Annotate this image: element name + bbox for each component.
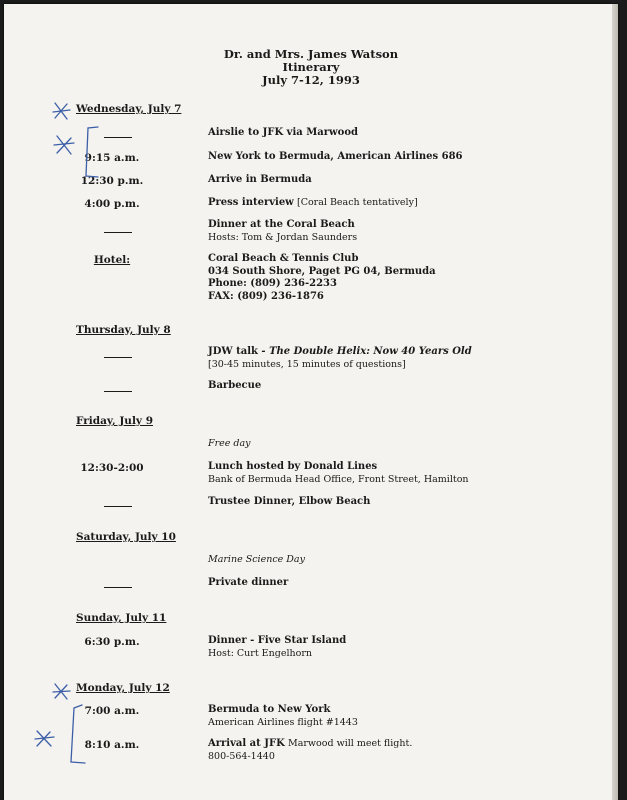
event-lunch-donald-lines: Lunch hosted by Donald Lines Bank of Bermuda Head Office, Front Street, Hamilton [208, 461, 469, 485]
event-airslie-to-jfk: Airslie to JFK via Marwood [208, 127, 358, 138]
day-heading-thursday: Thursday, July 8 [76, 324, 171, 336]
event-time: 12:30 p.m. [80, 175, 144, 187]
title-itinerary: Itinerary [282, 60, 340, 74]
asterisk-mark [54, 136, 74, 154]
bracket-mark [86, 127, 98, 177]
event-time: 7:00 a.m. [84, 705, 140, 717]
event-time: 6:30 p.m. [84, 636, 140, 648]
event-private-dinner: Private dinner [208, 577, 289, 588]
event-press-interview: Press interview [Coral Beach tentatively] [208, 197, 418, 208]
bracket-mark [71, 705, 85, 763]
event-bermuda-to-new-york: Bermuda to New York American Airlines flight #1443 [208, 704, 358, 728]
asterisk-mark [53, 103, 70, 119]
event-location: Bank of Bermuda Head Office, Front Street, Hamilton [208, 473, 469, 485]
event-barbecue: Barbecue [208, 380, 262, 391]
event-marine-science-day: Marine Science Day [208, 554, 305, 565]
event-arrival-jfk: Arrival at JFK Marwood will meet flight. 800-564-1440 [208, 738, 413, 762]
hotel-fax: FAX: (809) 236-1876 [208, 290, 324, 302]
event-hosts: Hosts: Tom & Jordan Saunders [208, 231, 358, 243]
day-heading-wednesday: Wednesday, July 7 [76, 103, 182, 115]
talk-title: The Double Helix: Now 40 Years Old [269, 346, 472, 357]
day-heading-monday: Monday, July 12 [76, 682, 170, 694]
event-note: [Coral Beach tentatively] [296, 197, 418, 208]
talk-duration: [30-45 minutes, 15 minutes of questions] [208, 358, 406, 370]
event-trustee-dinner: Trustee Dinner, Elbow Beach [208, 496, 371, 507]
event-dinner-coral-beach: Dinner at the Coral Beach Hosts: Tom & Jordan Saunders [208, 219, 358, 243]
event-dinner-five-star-island: Dinner - Five Star Island Host: Curt Engelhorn [208, 635, 347, 659]
event-time: 8:10 a.m. [84, 739, 140, 751]
event-flight-to-bermuda: New York to Bermuda, American Airlines 686 [208, 151, 463, 162]
event-flight-number: American Airlines flight #1443 [208, 716, 358, 728]
hotel-name: Coral Beach & Tennis Club [208, 253, 359, 264]
handwritten-annotations [4, 4, 618, 800]
event-arrive-bermuda: Arrive in Bermuda [208, 174, 312, 185]
event-host: Host: Curt Engelhorn [208, 647, 312, 659]
page-edge [612, 4, 618, 800]
event-free-day: Free day [208, 438, 251, 449]
event-time: 9:15 a.m. [84, 152, 140, 164]
hotel-label: Hotel: [93, 254, 131, 266]
itinerary-page [4, 4, 618, 800]
hotel-address: 034 South Shore, Paget PG 04, Bermuda [208, 265, 436, 277]
event-time: 4:00 p.m. [84, 198, 140, 210]
event-jdw-talk: JDW talk - The Double Helix: Now 40 Years Old [30-45 minutes, 15 minutes of questions] [208, 346, 472, 370]
asterisk-mark [53, 684, 70, 699]
day-heading-friday: Friday, July 9 [76, 415, 153, 427]
title-dates: July 7-12, 1993 [262, 73, 360, 87]
asterisk-mark [35, 731, 54, 746]
event-note: Marwood will meet flight. [287, 738, 413, 749]
event-time: 12:30-2:00 [80, 462, 144, 474]
title-names: Dr. and Mrs. James Watson [223, 47, 399, 61]
hotel-phone: Phone: (809) 236-2233 [208, 278, 337, 289]
event-phone: 800-564-1440 [208, 750, 275, 762]
day-heading-saturday: Saturday, July 10 [76, 531, 176, 543]
day-heading-sunday: Sunday, July 11 [76, 612, 167, 624]
